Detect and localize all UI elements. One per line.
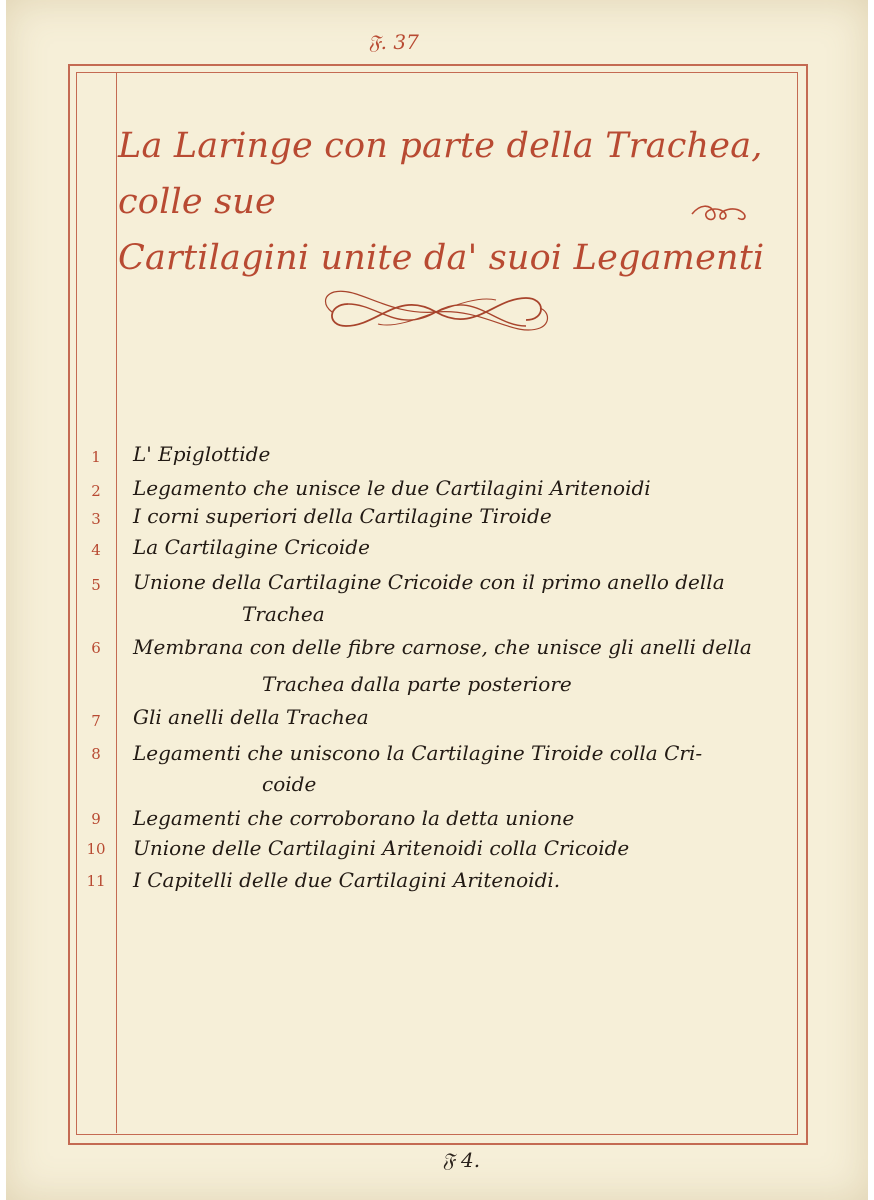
legend-number: 8 <box>91 745 101 763</box>
folio-number-bottom: 𝔉 4. <box>442 1148 481 1172</box>
legend-text: Legamenti che uniscono la Cartilagine Tiroide colla Cri- <box>133 741 703 765</box>
margin-rule <box>116 73 117 1133</box>
ornamental-flourish-icon <box>318 282 554 342</box>
legend-number: 11 <box>86 872 106 890</box>
legend-text-continuation: coide <box>262 772 317 796</box>
title-line-1: La Laringe con parte della Trachea, colle sue <box>118 126 763 222</box>
legend-number: 9 <box>91 810 101 828</box>
legend-text: Unione delle Cartilagini Aritenoidi colla Cricoide <box>133 836 630 860</box>
legend-text: Unione della Cartilagine Cricoide con il primo anello della <box>133 570 725 594</box>
legend-text: Membrana con delle fibre carnose, che unisce gli anelli della <box>133 635 752 659</box>
legend-number: 6 <box>91 639 101 657</box>
title-line-2: Cartilagini unite da' suoi Legamenti <box>118 238 765 278</box>
legend-text: La Cartilagine Cricoide <box>133 535 370 559</box>
legend-text: I Capitelli delle due Cartilagini Aritenoidi. <box>133 868 561 892</box>
legend-text: Legamento che unisce le due Cartilagini Aritenoidi <box>133 476 651 500</box>
legend-number: 10 <box>86 840 106 858</box>
page-title <box>118 118 778 286</box>
legend-number: 1 <box>91 448 101 466</box>
legend-number: 7 <box>91 712 101 730</box>
legend-number: 5 <box>91 576 101 594</box>
legend-text: I corni superiori della Cartilagine Tiroide <box>133 504 552 528</box>
legend-number: 2 <box>91 482 101 500</box>
legend-number: 3 <box>91 510 101 528</box>
legend-text: Gli anelli della Trachea <box>133 705 369 729</box>
legend-number: 4 <box>91 541 101 559</box>
title-end-swirl-icon <box>690 202 754 226</box>
folio-number-top: 𝔉. 37 <box>368 30 419 54</box>
legend-text: Legamenti che corroborano la detta unione <box>133 806 575 830</box>
legend-text-continuation: Trachea dalla parte posteriore <box>262 672 572 696</box>
manuscript-page <box>6 0 868 1200</box>
legend-text-continuation: Trachea <box>242 602 325 626</box>
legend-text: L' Epiglottide <box>133 442 271 466</box>
